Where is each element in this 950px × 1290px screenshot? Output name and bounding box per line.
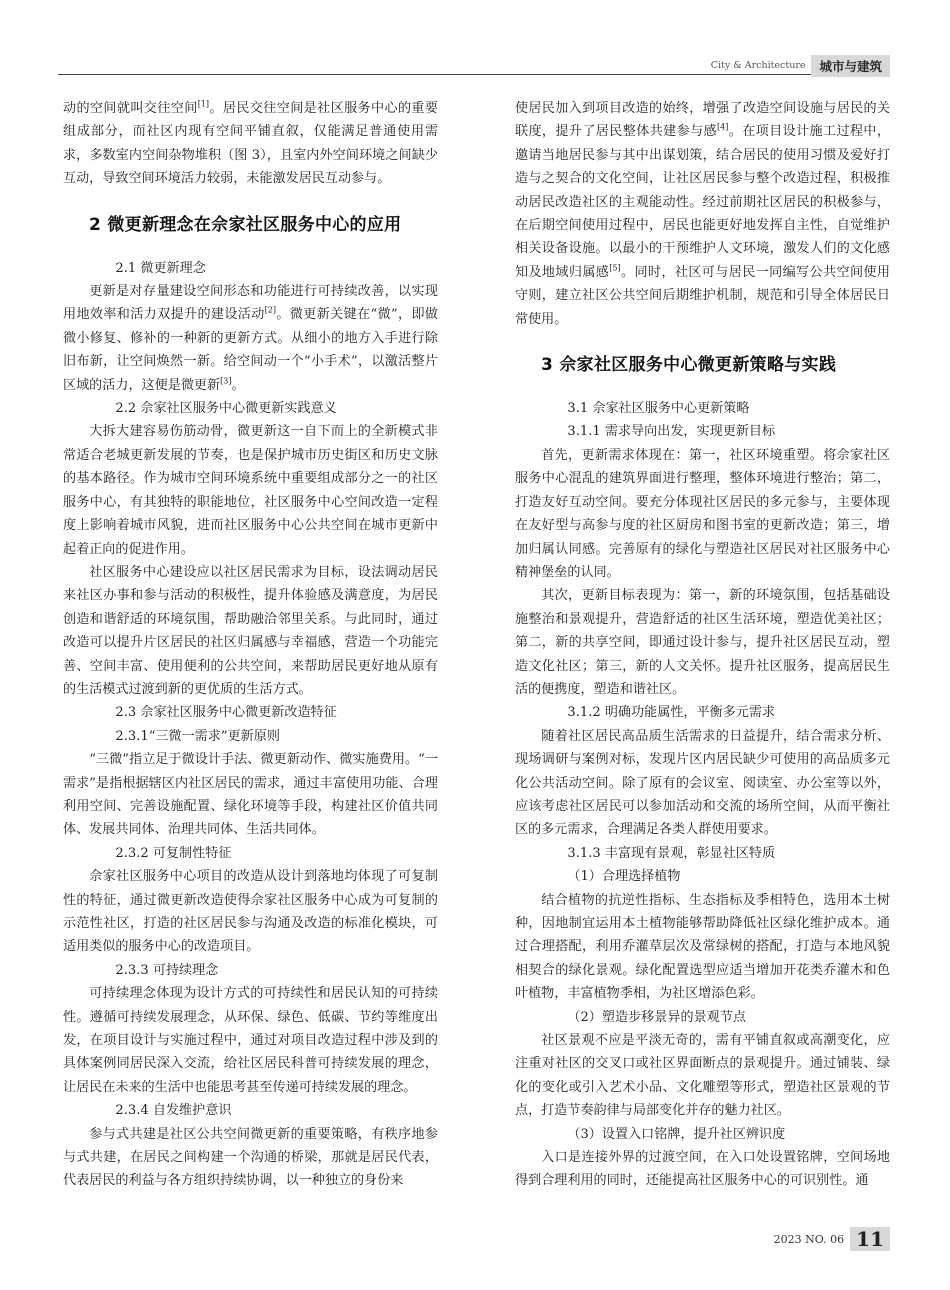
paragraph: 佘家社区服务中心项目的改造从设计到落地均体现了可复制性的特征，通过微更新改造使得佘家社区服务中心成为可复制的示范性社区，打造的社区居民参与沟通及改造的标准化模块，可适用类似的服务中心的改造项目。 xyxy=(63,869,438,955)
citation: [1] xyxy=(197,99,210,109)
citation: [4] xyxy=(717,123,729,133)
subsection-heading: 2.3.2 可复制性特征 xyxy=(115,845,232,861)
right-column xyxy=(515,97,890,1193)
paragraph: 使居民加入到项目改造的始终，增强了改造空间设施与居民的关联度，提升了居民整体共建参与感[4]。在项目设计施工过程中，邀请当地居民参与其中出谋划策，结合居民的使用习惯及爱好打造与之契合的文化空间，让社区居民参与整个改造过程，积极推动居民改造社区的主观能动性。经过前期社区居民的积极参与，在后期空间使用过程中，居民也能更好地发挥自主性，自觉维护相关设备设施。以最小的干预维护人文环境，激发人们的文化感知及地域归属感[5]。同时，社区可与居民一同编写公共空间使用守则，建立社区公共空间后期维护机制，规范和引导全体居民日常使用。 xyxy=(515,101,890,327)
page-number: 11 xyxy=(850,1227,890,1251)
citation: [5] xyxy=(609,263,621,273)
list-item-heading: （1）合理选择植物 xyxy=(567,869,681,885)
paragraph: 首先，更新需求体现在：第一，社区环境重塑。将佘家社区服务中心混乱的建筑界面进行整理，整体环境进行整治；第二，打造友好互动空间。要充分体现社区居民的多元参与，主要体现在友好型与高参与度的社区厨房和图书室的更新改造；第三，增加归属认同感。完善原有的绿化与塑造社区居民对社区服务中心精神堡垒的认同。 xyxy=(515,447,890,580)
list-item-heading: （3）设置入口铭牌，提升社区辨识度 xyxy=(567,1126,786,1142)
list-item-heading: （2）塑造步移景异的景观节点 xyxy=(567,1009,746,1025)
journal-name-en: City & Architecture xyxy=(710,60,806,71)
subsection-heading: 2.3.1“三微一需求”更新原则 xyxy=(115,728,280,744)
paragraph: 结合植物的抗逆性指标、生态指标及季相特色，选用本土树种，因地制宜运用本土植物能够帮助降低社区绿化维护成本。通过合理搭配，利用乔灌草层次及常绿树的搭配，打造与本地风貌相契合的绿化景观。绿化配置选型应适当增加开花类乔灌木和色叶植物，丰富植物季相，为社区增添色彩。 xyxy=(515,892,890,1002)
section-heading: 2 微更新理念在佘家社区服务中心的应用 xyxy=(89,214,402,235)
subsection-heading: 3.1.2 明确功能属性，平衡多元需求 xyxy=(567,705,776,721)
running-header xyxy=(711,56,890,75)
subsection-heading: 2.1 微更新理念 xyxy=(115,260,206,276)
subsection-heading: 3.1.1 需求导向出发，实现更新目标 xyxy=(567,424,776,440)
paragraph: 社区服务中心建设应以社区居民需求为目标，设法调动居民来社区办事和参与活动的积极性，提升体验感及满意度，为居民创造和谐舒适的环境氛围，帮助融洽邻里关系。与此同时，通过改造可以提升片区居民的社区归属感与幸福感，营造一个功能完善、空间丰富、使用便利的公共空间，来帮助居民更好地从原有的生活模式过渡到新的更优质的生活方式。 xyxy=(63,564,438,697)
paragraph: 动的空间就叫交往空间[1]。居民交往空间是社区服务中心的重要组成部分，而社区内现有空间平铺直叙，仅能满足普通使用需求，多数室内空间杂物堆积（图 3），且室内外空间环境之间缺少互动，导致空间环境活力较弱，未能激发居民互动参与。 xyxy=(63,99,438,187)
paragraph: 可持续理念体现为设计方式的可持续性和居民认知的可持续性。遵循可持续发展理念，从环保、绿色、低碳、节约等维度出发，在项目设计与实施过程中，通过对项目改造过程中涉及到的具体案例同居民深入交流，给社区居民科普可持续发展的理念，让居民在未来的生活中也能思考甚至传递可持续发展的理念。 xyxy=(63,986,438,1095)
paragraph: 入口是连接外界的过渡空间，在入口处设置铭牌，空间场地得到合理利用的同时，还能提高社区服务中心的可识别性。通 xyxy=(515,1150,890,1189)
subsection-heading: 2.3.3 可持续理念 xyxy=(115,962,219,978)
left-column xyxy=(63,97,438,1193)
paragraph: “三微”指立足于微设计手法、微更新动作、微实施费用。“一需求”是指根据辖区内社区居民的需求，通过丰富使用功能、合理利用空间、完善设施配置、绿化环境等手段，构建社区价值共同体、发展共同体、治理共同体、生活共同体。 xyxy=(63,752,438,838)
page-footer xyxy=(774,1227,890,1251)
subsection-heading: 2.3.4 自发维护意识 xyxy=(115,1103,232,1119)
paragraph: 社区景观不应是平淡无奇的，需有平铺直叙或高潮变化，应注重对社区的交叉口或社区界面断点的景观提升。通过铺装、绿化的变化或引入艺术小品、文化雕塑等形式，塑造社区景观的节点，打造节奏韵律与局部变化并存的魅力社区。 xyxy=(515,1033,890,1119)
subsection-heading: 2.3 佘家社区服务中心微更新改造特征 xyxy=(115,705,337,721)
paragraph: 更新是对存量建设空间形态和功能进行可持续改善，以实现用地效率和活力双提升的建设活动[2]。微更新关键在“微”，即做微小修复、修补的一种新的更新方式。从细小的地方入手进行除旧布新，让空间焕然一新。给空间动一个“小手术”，以激活整片区域的活力，这便是微更新[3]。 xyxy=(63,284,438,393)
paragraph: 其次，更新目标表现为：第一，新的环境氛围，包括基础设施整治和景观提升，营造舒适的社区生活环境，塑造优美社区；第二，新的共享空间，即通过设计参与，提升社区居民互动，塑造文化社区；第三，新的人文关怀。提升社区服务，提高居民生活的便携度，塑造和谐社区。 xyxy=(515,588,890,697)
paragraph: 大拆大建容易伤筋动骨，微更新这一自下而上的全新模式非常适合老城更新发展的节奏，也是保护城市历史街区和历史文脉的基本路径。作为城市空间环境系统中重要组成部分之一的社区服务中心，有其独特的职能地位，社区服务中心空间改造一定程度上影响着城市风貌，进而社区服务中心公共空间在城市更新中起着正向的促进作用。 xyxy=(63,424,438,557)
paragraph: 参与式共建是社区公共空间微更新的重要策略，有秩序地参与式共建，在居民之间构建一个沟通的桥梁，那就是居民代表，代表居民的利益与各方组织持续协调，以一种独立的身份来 xyxy=(63,1126,438,1189)
issue-number: 2023 NO. 06 xyxy=(773,1232,845,1246)
citation: [3] xyxy=(220,376,232,386)
subsection-heading: 3.1 佘家社区服务中心更新策略 xyxy=(567,401,750,417)
journal-name-cn: 城市与建筑 xyxy=(811,55,890,77)
section-heading: 3 佘家社区服务中心微更新策略与实践 xyxy=(541,355,837,376)
paragraph: 随着社区居民高品质生活需求的日益提升，结合需求分析、现场调研与案例对标，发现片区内居民缺少可使用的高品质多元化公共活动空间。除了原有的会议室、阅读室、办公室等以外，应该考虑社区居民可以参加活动和交流的场所空间，从而平衡社区的多元需求，合理满足各类人群使用要求。 xyxy=(515,728,890,838)
citation: [2] xyxy=(264,306,277,316)
subsection-heading: 3.1.3 丰富现有景观，彰显社区特质 xyxy=(567,845,776,861)
subsection-heading: 2.2 佘家社区服务中心微更新实践意义 xyxy=(115,401,337,417)
